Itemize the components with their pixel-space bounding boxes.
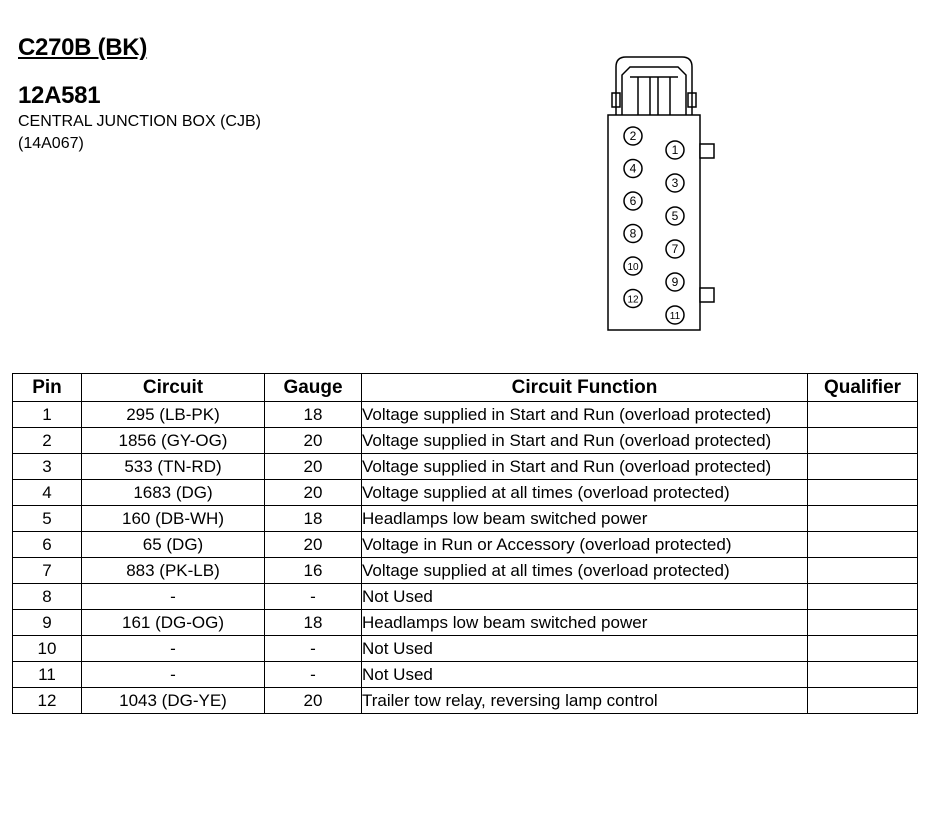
table-row — [13, 532, 918, 558]
header-circuit: Circuit — [82, 374, 265, 402]
pin-cavity-11 — [666, 306, 684, 324]
side-key-upper — [700, 144, 714, 158]
qualifier-cell — [808, 454, 918, 480]
circuit-cell: 1043 (DG-YE) — [82, 688, 265, 714]
circuit-cell: 1683 (DG) — [82, 480, 265, 506]
qualifier-cell — [808, 428, 918, 454]
pin-cell: 1 — [13, 402, 82, 428]
pin-cavity-7 — [666, 240, 684, 258]
gauge-cell: - — [265, 662, 362, 688]
table-row — [13, 610, 918, 636]
header-qualifier: Qualifier — [808, 374, 918, 402]
gauge-cell: 18 — [265, 610, 362, 636]
circuit-cell: 533 (TN-RD) — [82, 454, 265, 480]
svg-text:10: 10 — [627, 262, 639, 273]
svg-text:1: 1 — [671, 143, 679, 157]
circuit-function-cell: Voltage supplied at all times (overload protected) — [362, 480, 808, 506]
circuit-function-cell: Not Used — [362, 636, 808, 662]
svg-text:12: 12 — [627, 294, 639, 306]
table-row — [13, 428, 918, 454]
gauge-cell: 20 — [265, 480, 362, 506]
circuit-cell: - — [82, 584, 265, 610]
circuit-function-cell: Voltage supplied in Start and Run (overload protected) — [362, 454, 808, 480]
qualifier-cell — [808, 662, 918, 688]
connector-housing — [608, 115, 700, 330]
pin-cell: 11 — [13, 662, 82, 688]
pin-cell: 8 — [13, 584, 82, 610]
pin-cell: 10 — [13, 636, 82, 662]
table-row — [13, 506, 918, 532]
component-code: (14A067) — [18, 135, 84, 152]
pin-cavity-1 — [666, 141, 684, 159]
header-gauge: Gauge — [265, 374, 362, 402]
table-row — [13, 662, 918, 688]
pin-cavity-3 — [666, 174, 684, 192]
circuit-function-cell: Voltage in Run or Accessory (overload protected) — [362, 532, 808, 558]
gauge-cell: 16 — [265, 558, 362, 584]
qualifier-cell — [808, 584, 918, 610]
pin-cavity-4 — [624, 160, 642, 178]
circuit-cell: 295 (LB-PK) — [82, 402, 265, 428]
circuit-function-cell: Voltage supplied in Start and Run (overload protected) — [362, 402, 808, 428]
circuit-cell: 65 (DG) — [82, 532, 265, 558]
connector-latch — [612, 57, 696, 115]
connector-face-diagram — [600, 55, 730, 340]
pin-cavity-5 — [666, 207, 684, 225]
table-header-row — [13, 374, 918, 402]
pin-cavity-10 — [624, 257, 642, 275]
table-row — [13, 454, 918, 480]
gauge-cell: - — [265, 636, 362, 662]
circuit-cell: 161 (DG-OG) — [82, 610, 265, 636]
component-name: CENTRAL JUNCTION BOX (CJB) — [18, 113, 261, 130]
pin-cell: 4 — [13, 480, 82, 506]
svg-text:8: 8 — [629, 226, 637, 241]
pin-cavity-2 — [624, 127, 642, 145]
circuit-function-cell: Voltage supplied in Start and Run (overload protected) — [362, 428, 808, 454]
pin-cavity-6 — [624, 192, 642, 210]
qualifier-cell — [808, 506, 918, 532]
svg-text:6: 6 — [629, 194, 637, 208]
side-key-lower — [700, 288, 714, 302]
gauge-cell: 18 — [265, 402, 362, 428]
pin-cell: 12 — [13, 688, 82, 714]
gauge-cell: 20 — [265, 454, 362, 480]
table-row — [13, 584, 918, 610]
svg-text:9: 9 — [671, 275, 679, 289]
circuit-function-cell: Not Used — [362, 584, 808, 610]
pin-cell: 5 — [13, 506, 82, 532]
circuit-function-cell: Trailer tow relay, reversing lamp control — [362, 688, 808, 714]
qualifier-cell — [808, 610, 918, 636]
circuit-cell: - — [82, 662, 265, 688]
svg-text:4: 4 — [629, 161, 637, 176]
gauge-cell: - — [265, 584, 362, 610]
circuit-cell: 1856 (GY-OG) — [82, 428, 265, 454]
header-circuit-function: Circuit Function — [362, 374, 808, 402]
pin-cell: 6 — [13, 532, 82, 558]
svg-text:7: 7 — [671, 242, 679, 256]
pin-cavity-9 — [666, 273, 684, 291]
qualifier-cell — [808, 532, 918, 558]
svg-text:5: 5 — [671, 209, 679, 223]
gauge-cell: 20 — [265, 428, 362, 454]
pin-cavity-8 — [624, 225, 642, 243]
pin-cell: 9 — [13, 610, 82, 636]
table-row — [13, 402, 918, 428]
qualifier-cell — [808, 636, 918, 662]
pin-cavity-12 — [624, 290, 642, 308]
circuit-function-cell: Headlamps low beam switched power — [362, 610, 808, 636]
qualifier-cell — [808, 688, 918, 714]
part-number: 12A581 — [18, 82, 101, 109]
qualifier-cell — [808, 480, 918, 506]
circuit-function-cell: Not Used — [362, 662, 808, 688]
pin-cell: 3 — [13, 454, 82, 480]
svg-text:3: 3 — [671, 176, 679, 190]
gauge-cell: 20 — [265, 532, 362, 558]
svg-text:11: 11 — [669, 311, 681, 322]
circuit-function-cell: Voltage supplied at all times (overload protected) — [362, 558, 808, 584]
circuit-cell: 160 (DB-WH) — [82, 506, 265, 532]
connector-id: C270B (BK) — [18, 34, 148, 61]
qualifier-cell — [808, 402, 918, 428]
pinout-table — [12, 373, 918, 714]
circuit-cell: 883 (PK-LB) — [82, 558, 265, 584]
table-row — [13, 480, 918, 506]
circuit-function-cell: Headlamps low beam switched power — [362, 506, 808, 532]
table-row — [13, 636, 918, 662]
pin-cell: 7 — [13, 558, 82, 584]
gauge-cell: 18 — [265, 506, 362, 532]
table-row — [13, 688, 918, 714]
table-row — [13, 558, 918, 584]
svg-text:2: 2 — [629, 129, 637, 143]
qualifier-cell — [808, 558, 918, 584]
pin-cell: 2 — [13, 428, 82, 454]
header-pin: Pin — [13, 374, 82, 402]
circuit-cell: - — [82, 636, 265, 662]
gauge-cell: 20 — [265, 688, 362, 714]
